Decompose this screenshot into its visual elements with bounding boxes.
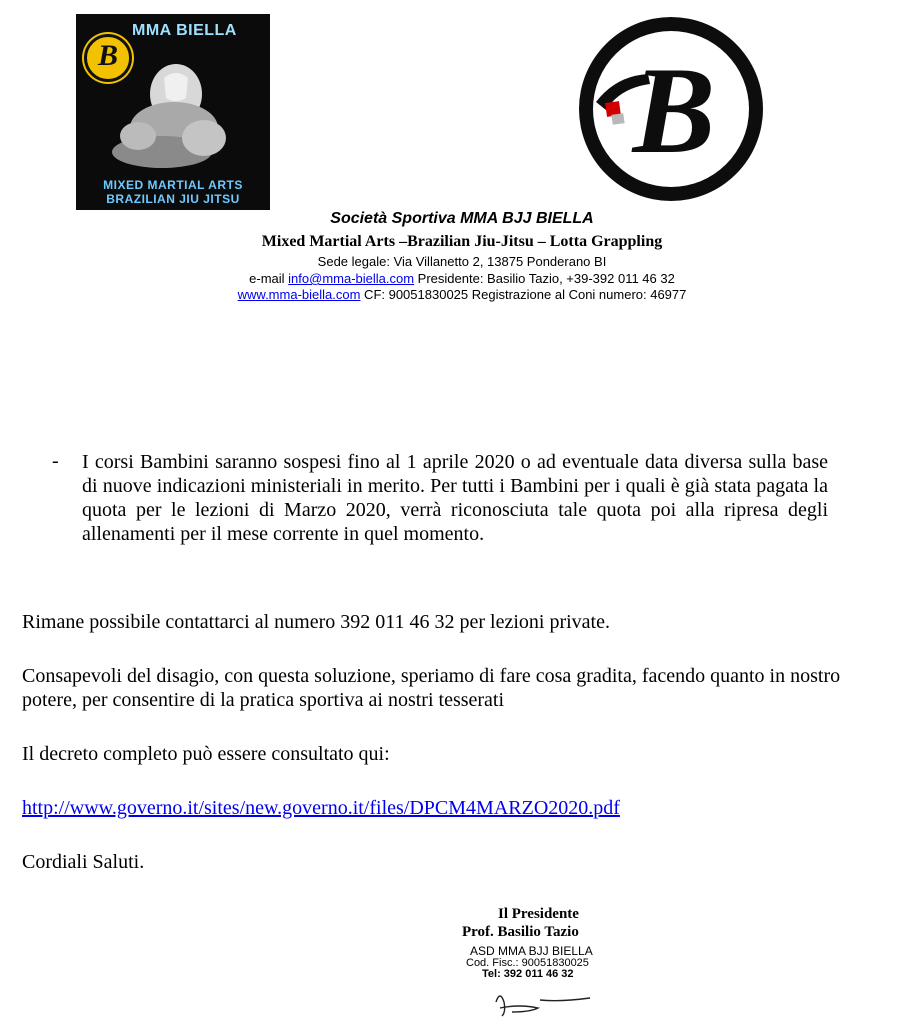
stamp <box>460 942 600 1022</box>
logo-bottom-line2: BRAZILIAN JIU JITSU <box>106 192 240 206</box>
stamp-line3: Tel: 392 011 46 32 <box>482 968 574 980</box>
children-courses-paragraph: I corsi Bambini saranno sospesi fino al 1 aprile 2020 o ad eventuale data diversa sulla base di nuove indicazioni ministeriali in merito. Per tutti i Bambini per i quali è già stata pagata la quota per le lezioni di Marzo 2020, verrà riconosciuta tale quota poi alla ripresa degli allenamenti per il mese corrente in quel momento. <box>82 451 828 545</box>
decree-link[interactable]: http://www.governo.it/sites/new.governo.it/files/DPCM4MARZO2020.pdf <box>22 797 620 819</box>
president-info: Presidente: Basilio Tazio, +39-392 011 46 32 <box>414 271 675 286</box>
b-circle-logo <box>576 14 766 204</box>
registry-line <box>0 287 924 302</box>
stamp-line2: Cod. Fisc.: 90051830025 <box>466 957 589 969</box>
stamp-line1: ASD MMA BJJ BIELLA <box>470 944 593 958</box>
email-label: e-mail <box>249 271 289 286</box>
contact-line <box>0 271 924 286</box>
disciplines: Mixed Martial Arts –Brazilian Jiu-Jitsu – Lotta Grappling <box>261 233 663 250</box>
society-name: Società Sportiva MMA BJJ BIELLA <box>330 210 594 227</box>
apology-paragraph: Consapevoli del disagio, con questa soluzione, speriamo di fare cosa gradita, facendo quanto in nostro potere, per consentire di la pratica sportiva ai nostri tesserati <box>22 665 841 711</box>
logo-bottom-line1: MIXED MARTIAL ARTS <box>103 178 243 192</box>
bullet-marker: - <box>52 450 59 472</box>
signature-title: Il Presidente <box>498 906 579 922</box>
decree-intro: Il decreto completo può essere consultato qui: <box>22 743 390 765</box>
address: Sede legale: Via Villanetto 2, 13875 Ponderano BI <box>317 254 607 269</box>
b-letter: B <box>632 42 716 179</box>
logo-title: MMA BIELLA <box>132 22 237 39</box>
mma-biella-logo <box>76 14 270 210</box>
closing: Cordiali Saluti. <box>22 851 145 873</box>
website-link[interactable]: www.mma-biella.com <box>237 287 361 302</box>
fighters-illustration-icon <box>104 58 244 178</box>
registry-info: CF: 90051830025 Registrazione al Coni numero: 46977 <box>360 287 687 302</box>
decree-link-line <box>22 796 620 820</box>
b-badge-icon: B <box>84 34 132 82</box>
contact-paragraph: Rimane possibile contattarci al numero 392 011 46 32 per lezioni private. <box>22 611 610 633</box>
email-link[interactable]: info@mma-biella.com <box>288 271 415 286</box>
signature-name: Prof. Basilio Tazio <box>462 924 579 940</box>
handwritten-signature-icon <box>460 972 600 1022</box>
